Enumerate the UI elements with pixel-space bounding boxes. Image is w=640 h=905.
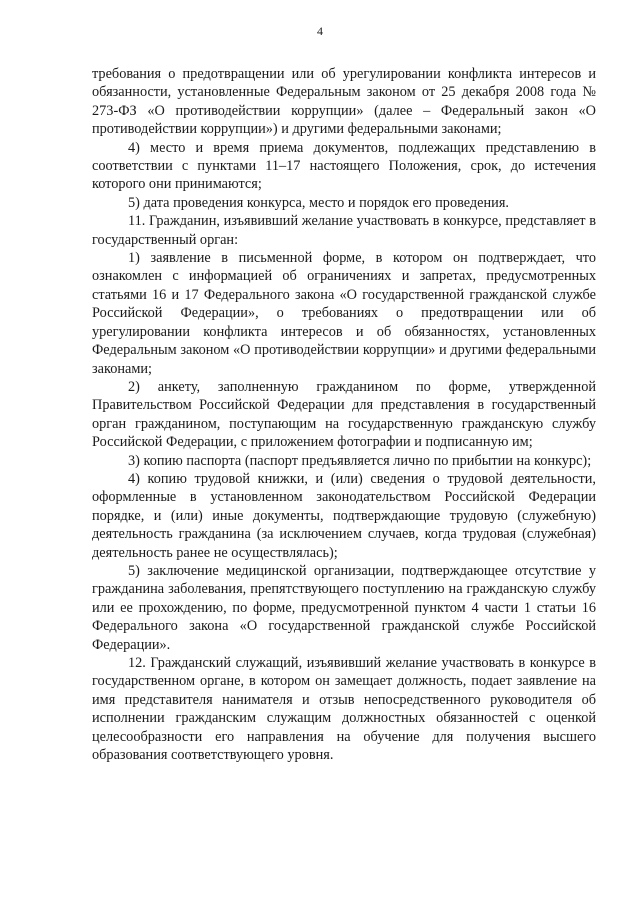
paragraph-item-4: 4) место и время приема документов, подлежащих представлению в соответствии с пунктами 11–17 настоящего Положения, срок, до истечения которого они принимаются; <box>92 139 596 193</box>
paragraph-continuation: требования о предотвращении или об урегулировании конфликта интересов и обязанности, установленные Федеральным законом от 25 декабря 2008 года № 273-ФЗ «О противодействии коррупции» (далее – Федеральный закон «О противодействии коррупции») и другими федеральными законами; <box>92 66 596 138</box>
paragraph-clause-11-item-2: 2) анкету, заполненную гражданином по форме, утвержденной Правительством Российской Федерации для представления в государственный орган гражданином, поступающим на государственную гражданскую службу Российской Федерации, с приложением фотографии и подписанную им; <box>92 378 596 451</box>
document-body <box>92 65 596 764</box>
paragraph-clause-11-item-3: 3) копию паспорта (паспорт предъявляется лично по прибытии на конкурс); <box>128 452 592 469</box>
paragraph-clause-12: 12. Гражданский служащий, изъявивший желание участвовать в конкурсе в государственном органе, в котором он замещает должность, подает заявление на имя представителя нанимателя и отзыв непосредственного руководителя об исполнении гражданским служащим должностных обязанностей с оценкой целесообразности его направления на обучение для получения высшего образования соответствующего уровня. <box>92 655 596 764</box>
paragraph-clause-11-item-1: 1) заявление в письменной форме, в котором он подтверждает, что ознакомлен с информацией об ограничениях и запретах, предусмотренных статьями 16 и 17 Федерального закона «О государственной гражданской службе Российской Федерации», о требованиях о предотвращении или об урегулировании конфликта интересов и об обязанностях, установленных Федеральным законом «О противодействии коррупции» и другими федеральными законами; <box>92 250 596 377</box>
page-number: 4 <box>317 24 323 38</box>
paragraph-clause-11-item-5: 5) заключение медицинской организации, подтверждающее отсутствие у гражданина заболевания, препятствующего поступлению на гражданскую службу или ее прохождению, по форме, предусмотренной пунктом 4 части 1 статьи 16 Федерального закона «О государственной гражданской службе Российской Федерации». <box>92 562 596 653</box>
paragraph-item-5: 5) дата проведения конкурса, место и порядок его проведения. <box>128 194 509 211</box>
paragraph-clause-11: 11. Гражданин, изъявивший желание участвовать в конкурсе, представляет в государственный орган: <box>92 213 596 248</box>
paragraph-clause-11-item-4: 4) копию трудовой книжки, и (или) сведения о трудовой деятельности, оформленные в установленном законодательством Российской Федерации порядке, и (или) иные документы, подтверждающие трудовую (служебную) деятельность гражданина (за исключением случаев, когда трудовая (служебная) деятельность ранее не осуществлялась); <box>92 470 596 561</box>
